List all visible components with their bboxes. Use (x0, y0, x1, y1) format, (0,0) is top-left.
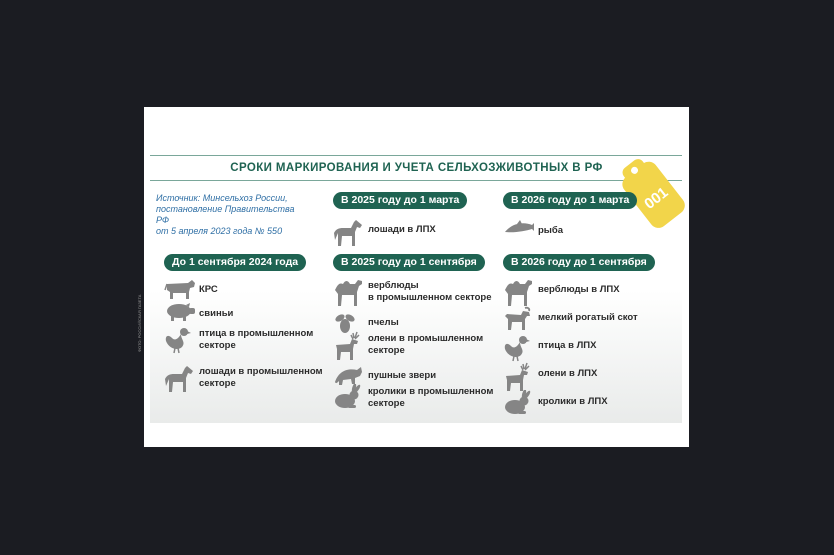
animal-label (199, 284, 218, 296)
animal-label-line: лошади в промышленном (199, 366, 323, 377)
animal-label-line: пушные звери (368, 370, 437, 381)
infographic-card (137, 107, 689, 447)
animal-label-line: секторе (199, 378, 236, 389)
animal-label-line: свиньи (199, 308, 234, 319)
top-rule (150, 155, 682, 156)
animal-label (538, 225, 563, 237)
source-note (156, 193, 306, 237)
source-line: от 5 апреля 2023 года № 550 (156, 226, 283, 236)
source-line: постановление Правительства РФ (156, 204, 295, 225)
deadline-heading: В 2025 году до 1 марта (333, 192, 467, 209)
animal-label (368, 317, 399, 329)
animal-label (199, 308, 233, 320)
animal-label-line: КРС (199, 284, 218, 295)
animal-label-line: птица в промышленном (199, 328, 314, 339)
infographic-title: СРОКИ МАРКИРОВАНИЯ И УЧЕТА СЕЛЬХОЗЖИВОТНЫХ В РФ (230, 162, 603, 174)
animal-label-line: мелкий рогатый скот (538, 312, 638, 323)
animal-label-line: секторе (368, 345, 405, 356)
tag-number: 001 (641, 183, 672, 213)
animal-label (368, 280, 492, 304)
deadline-heading: В 2026 году до 1 марта (503, 192, 637, 209)
animal-label-line: кролики в ЛПХ (538, 396, 608, 407)
animal-label-line: олени в ЛПХ (538, 368, 598, 379)
deadline-heading: В 2026 году до 1 сентября (503, 254, 655, 271)
animal-label (199, 366, 323, 390)
animal-label (538, 312, 638, 324)
animal-label-line: пчелы (368, 317, 399, 328)
animal-label-line: в промышленном секторе (368, 292, 492, 303)
animal-label-line: секторе (199, 340, 236, 351)
photo-credit: ФОТО: РОССИЙСКАЯ ГАЗЕТА (137, 294, 142, 352)
animal-label-line: секторе (368, 398, 405, 409)
animal-label (538, 340, 596, 352)
animal-label (538, 396, 608, 408)
animal-label (538, 284, 620, 296)
animal-label-line: верблюды в ЛПХ (538, 284, 620, 295)
source-line: Источник: Минсельхоз России, (156, 193, 288, 203)
animal-label (368, 224, 436, 236)
deadline-heading: До 1 сентября 2024 года (164, 254, 306, 271)
animal-label (368, 333, 483, 357)
animal-label (368, 370, 436, 382)
animal-label (368, 386, 493, 410)
animal-label (538, 368, 597, 380)
animal-label (199, 328, 313, 352)
deadline-heading: В 2025 году до 1 сентября (333, 254, 485, 271)
title-rule (150, 180, 682, 181)
animal-label-line: птица в ЛПХ (538, 340, 597, 351)
animal-label-line: кролики в промышленном (368, 386, 494, 397)
animal-label-line: лошади в ЛПХ (368, 224, 436, 235)
animal-label-line: рыба (538, 225, 564, 236)
animal-label-line: олени в промышленном (368, 333, 484, 344)
animal-label-line: верблюды (368, 280, 419, 291)
